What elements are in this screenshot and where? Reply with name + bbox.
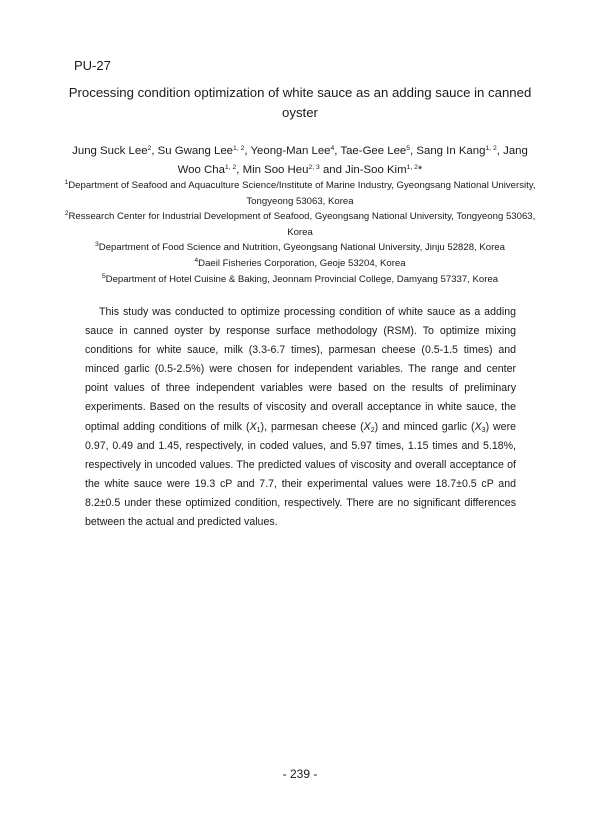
author-name: Jang Woo Cha (177, 145, 528, 176)
author-name: Min Soo Heu (242, 163, 309, 176)
author-separator: , (151, 145, 158, 157)
affiliation-text: Daeil Fisheries Corporation, Geoje 53204, Korea (198, 257, 406, 269)
author-name: Sang In Kang (416, 145, 486, 157)
variable-x: X (249, 420, 257, 433)
affiliation (60, 272, 540, 288)
author-list (60, 142, 540, 179)
author-affiliation-mark: 2, 3 (308, 163, 320, 171)
affiliation-number: 2 (64, 210, 69, 218)
affiliation-number: 1 (64, 179, 69, 186)
abstract-text: ) and minced garlic ( (374, 420, 475, 433)
author-separator: , (410, 145, 417, 157)
affiliation-list (60, 178, 540, 287)
affiliation-text: Department of Hotel Cuisine & Baking, Jeonnam Provincial College, Damyang 57337, Korea (105, 273, 499, 285)
author-separator: , (334, 145, 341, 157)
affiliation (60, 240, 540, 256)
author-separator: , (496, 145, 504, 157)
corresponding-author-mark: * (417, 163, 423, 176)
author-affiliation-mark: 2 (147, 145, 152, 152)
variable-subscript: 2 (370, 426, 375, 434)
author-name: Su Gwang Lee (157, 145, 234, 157)
author-name: Tae-Gee Lee (340, 145, 407, 157)
author-affiliation-mark: 1, 2 (406, 163, 418, 171)
abstract-text: This study was conducted to optimize processing condition of white sauce as a adding sauce in canned oyster by response surface methodology (RSM). To optimize mixing conditions for white sauce, milk (3.3-6.7 times), parmesan cheese (0.5-1.5 times) and minced garlic (0.5-2.5%) were chosen for independent variables. The range and center point values of three independent variables were based on the results of preliminary experiments. Based on the results of viscosity and overall acceptance in white sauce, the optimal adding conditions of milk ( (85, 306, 516, 433)
variable-x: X (474, 420, 482, 433)
affiliation (60, 209, 540, 240)
abstract-text: ) were 0.97, 0.49 and 1.45, respectively, in coded values, and 5.97 times, 1.15 times and 5.18%, respectively in uncoded values. The predicted values of viscosity and overall acceptance of the white sauce were 19.3 cP and 7.7, their experimental values were 18.7±0.5 cP and 8.2±0.5 under these optimized condition, respectively. There are no significant differences between the actual and predicted values. (85, 420, 516, 529)
affiliation-number: 5 (101, 272, 106, 280)
affiliation-number: 4 (194, 256, 199, 264)
author-affiliation-mark: 5 (406, 145, 411, 152)
variable-subscript: 1 (256, 426, 261, 434)
author-separator: , (236, 163, 243, 176)
author-name: Yeong-Man Lee (250, 145, 331, 157)
page-number: - 239 - (282, 767, 318, 781)
affiliation-number: 3 (95, 241, 99, 249)
author-affiliation-mark: 4 (330, 145, 335, 152)
author-name: Jin-Soo Kim (345, 163, 407, 176)
affiliation-text: Department of Seafood and Aquaculture Science/Institute of Marine Industry, Gyeongsang National University, Tongyeong 53063, Korea (68, 180, 536, 207)
author-separator: , (244, 145, 251, 157)
affiliation-text: Ressearch Center for Industrial Development of Seafood, Gyeongsang National University, Tongyeong 53063, Korea (68, 211, 536, 238)
abstract-body (85, 303, 516, 532)
author-affiliation-mark: 1, 2 (233, 145, 245, 152)
author-name: Jung Suck Lee (72, 145, 148, 157)
variable-x: X (363, 420, 371, 433)
abstract-text: ), parmesan cheese ( (260, 420, 364, 433)
variable-subscript: 3 (481, 426, 486, 434)
affiliation (60, 178, 540, 209)
abstract-code: PU-27 (74, 58, 111, 73)
author-affiliation-mark: 1, 2 (485, 145, 497, 152)
author-affiliation-mark: 1, 2 (224, 163, 237, 171)
affiliation-text: Department of Food Science and Nutrition, Gyeongsang National University, Jinju 52828, Korea (98, 242, 505, 254)
paper-title: Processing condition optimization of white sauce as an adding sauce in canned oyster (68, 85, 532, 120)
affiliation (60, 256, 540, 272)
author-separator: and (319, 163, 346, 176)
